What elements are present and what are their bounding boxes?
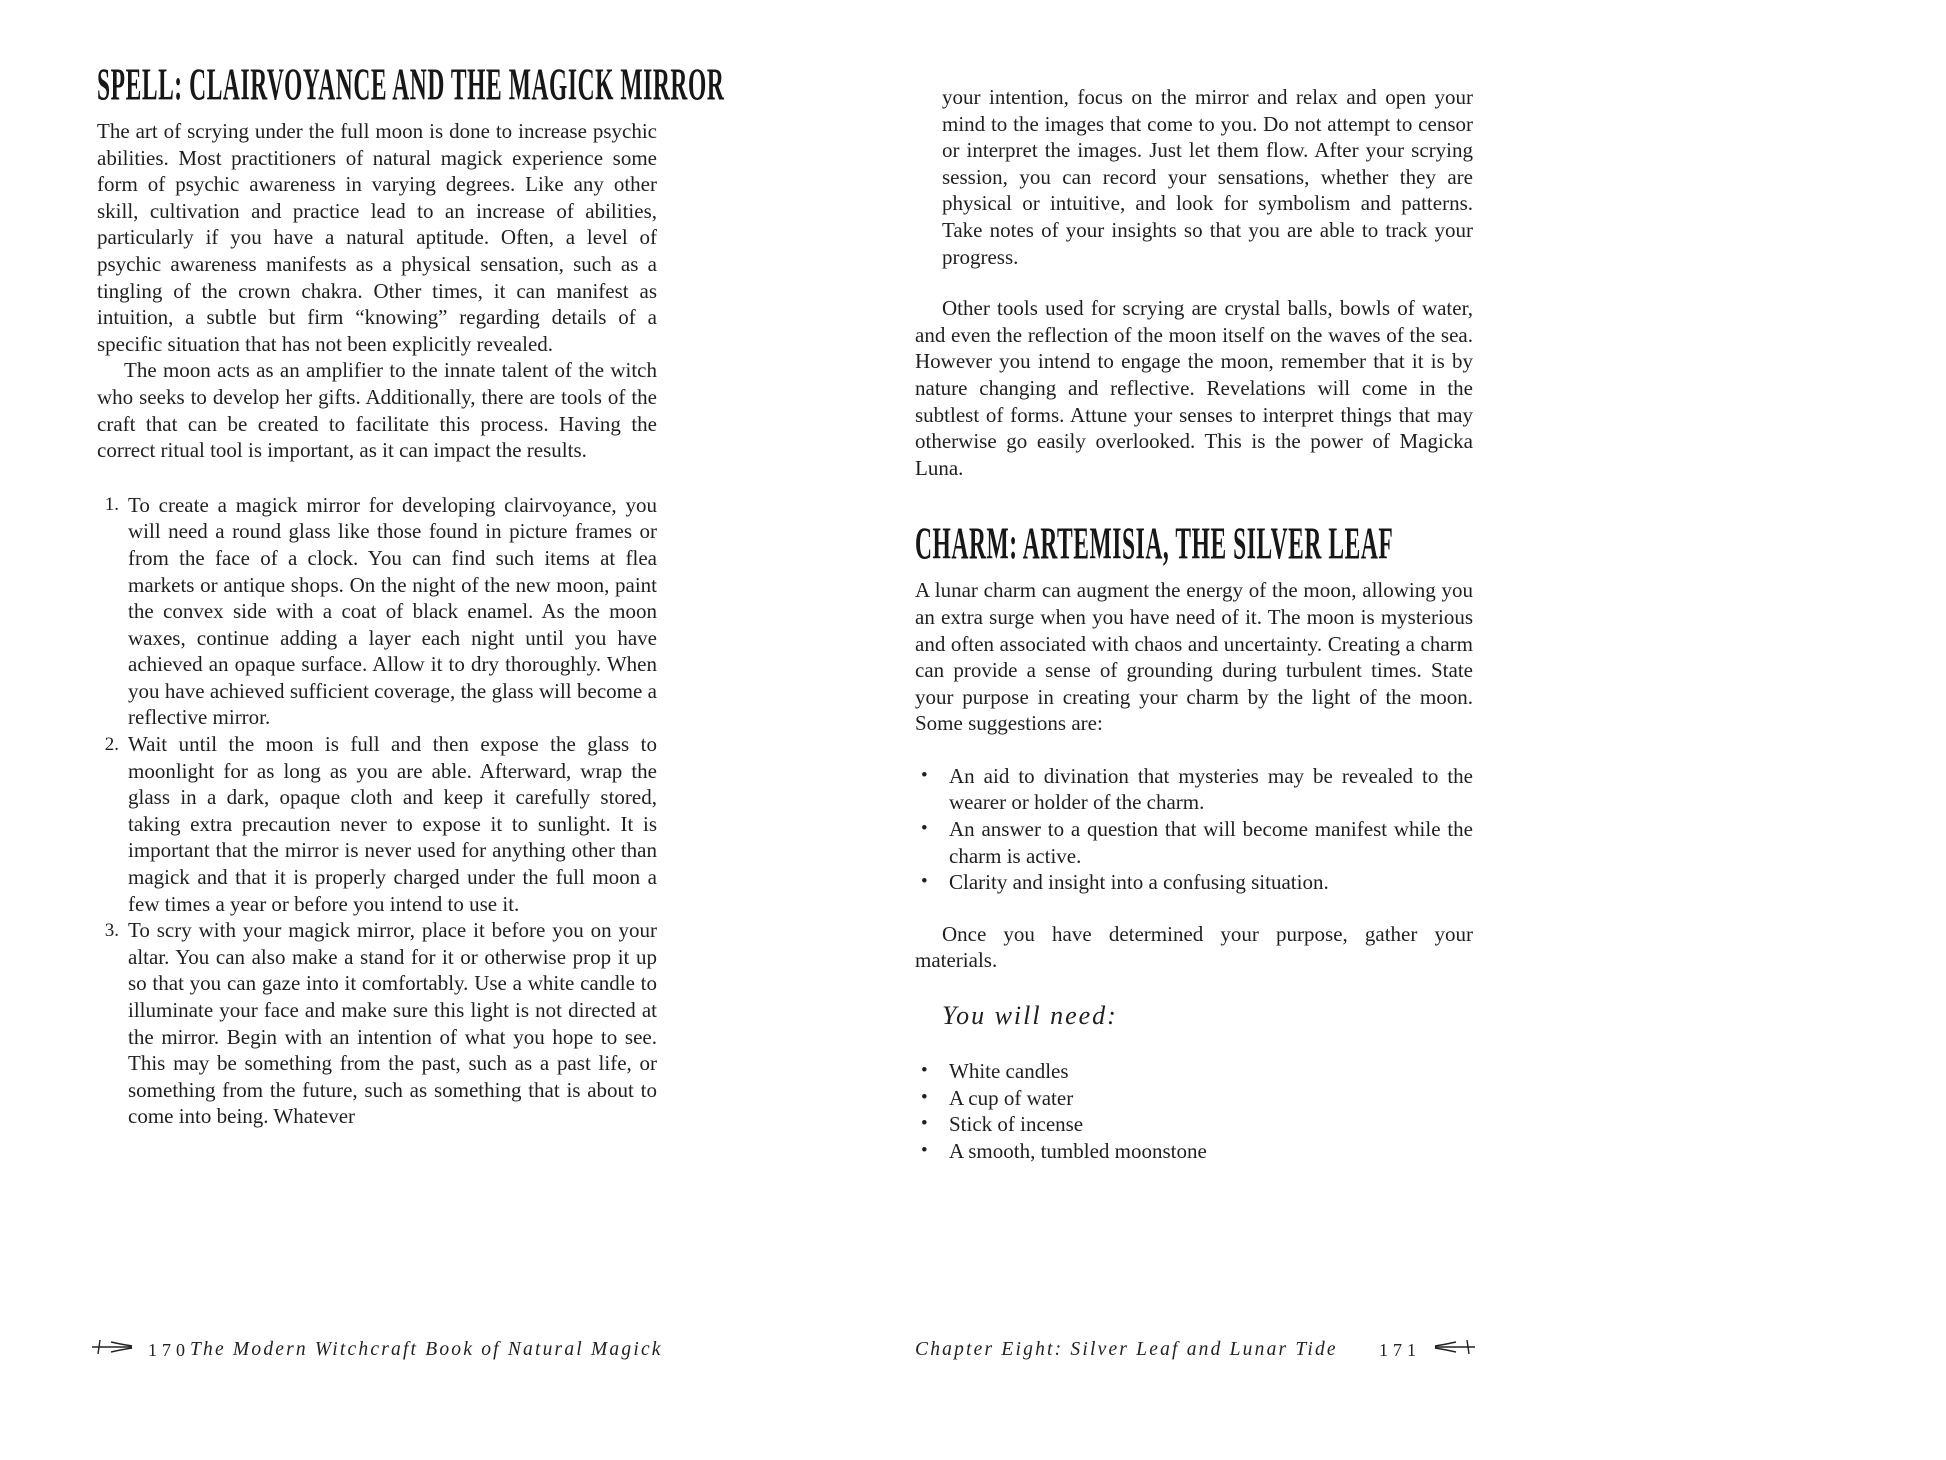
step-number: 2. — [104, 733, 119, 755]
bullet-icon: • — [921, 1060, 928, 1082]
fletched-arrow-left-icon — [90, 1336, 134, 1364]
list-item — [97, 492, 657, 731]
other-tools-paragraph: Other tools used for scrying are crystal balls, bowls of water, and even the reflection of the moon itself on the waves of the sea. However you intend to engage the moon, remember that it is by nature changing and reflective. Revelations will come in the subtlest of forms. Attune your senses to interpret things that may otherwise go easily overlooked. This is the power of Magicka Luna. — [915, 296, 1473, 480]
left-running-title: The Modern Witchcraft Book of Natural Magick — [190, 1339, 663, 1360]
list-item — [97, 917, 657, 1130]
scry-continuation-paragraph: your intention, focus on the mirror and relax and open your mind to the images that come to you. Do not attempt to censor or interpret the images. Just let them flow. After your scrying session, you can record your sensations, whether they are physical or intuitive, and look for symbolism and patterns. Take notes of your insights so that you are able to track your progress. — [942, 85, 1473, 269]
charm-heading: CHARM: ARTEMISIA, THE SILVER LEAF — [915, 519, 1394, 570]
step-text: To create a magick mirror for developing clairvoyance, you will need a round glass like those found in picture frames or from the face of a clock. You can find such items at flea markets or antique shops. On the night of the new moon, paint the convex side with a coat of black enamel. As the moon waxes, continue adding a layer each night until you have achieved an opaque surface. Allow it to dry thoroughly. When you have achieved sufficient coverage, the glass will become a reflective mirror. — [128, 492, 657, 730]
right-page — [915, 84, 1473, 1164]
bullet-text: White candles — [949, 1059, 1069, 1084]
list-item — [915, 1111, 1473, 1138]
step-number: 3. — [104, 919, 119, 941]
list-item — [915, 1058, 1473, 1085]
right-running-title: Chapter Eight: Silver Leaf and Lunar Tide — [915, 1339, 1338, 1360]
step-text: Wait until the moon is full and then expose the glass to moonlight for as long as you are able. Afterward, wrap the glass in a dark, opaque cloth and keep it carefully stored, taking extra precaution never to expose it to sunlight. It is important that the mirror is never used for anything other than magick and that it is properly charged under the full moon a few times a year or before you intend to use it. — [128, 732, 657, 916]
bullet-icon: • — [921, 871, 928, 893]
bullet-icon: • — [921, 1139, 928, 1161]
list-item — [915, 763, 1473, 816]
fletched-arrow-right-icon — [1433, 1336, 1477, 1364]
list-item — [915, 869, 1473, 896]
gather-materials-line: Once you have determined your purpose, gather your materials. — [915, 921, 1473, 973]
right-page-number: 171 — [1379, 1339, 1421, 1360]
right-page-heading-wrap — [915, 519, 1473, 570]
list-item — [915, 1085, 1473, 1112]
list-item — [97, 731, 657, 917]
list-item — [915, 1138, 1473, 1165]
bullet-text: Clarity and insight into a confusing situation. — [949, 870, 1329, 895]
step-text: To scry with your magick mirror, place it before you on your altar. You can also make a stand for it or otherwise prop it up so that you can gaze into it comfortably. Use a white candle to illuminate your face and make sure this light is not directed at the mirror. Begin with an intention of what you hope to see. This may be something from the past, such as a past life, or something from the future, such as something that is about to come into being. Whatever — [128, 918, 657, 1129]
materials-bullet-list — [915, 1058, 1473, 1164]
you-will-need-heading: You will need: — [942, 1001, 1118, 1031]
list-item — [915, 816, 1473, 869]
bullet-icon: • — [921, 1113, 928, 1135]
spell-heading: SPELL: CLAIRVOYANCE AND THE MAGICK MIRROR — [97, 60, 725, 111]
purpose-bullet-list — [915, 763, 1473, 896]
left-page-footer — [90, 1336, 663, 1364]
bullet-text: A cup of water — [949, 1085, 1074, 1110]
charm-intro-paragraph: A lunar charm can augment the energy of the moon, allowing you an extra surge when you have need of it. The moon is mysterious and often associated with chaos and uncertainty. Creating a charm can provide a sense of grounding during turbulent times. State your purpose in creating your charm by the light of the moon. Some suggestions are: — [915, 578, 1473, 736]
bullet-text: A smooth, tumbled moonstone — [949, 1138, 1207, 1163]
bullet-icon: • — [921, 818, 928, 840]
bullet-text: An aid to divination that mysteries may be revealed to the wearer or holder of the charm. — [949, 763, 1473, 815]
bullet-text: An answer to a question that will become manifest while the charm is active. — [949, 817, 1473, 868]
left-page — [97, 60, 725, 1130]
bullet-icon: • — [921, 764, 928, 786]
right-page-footer — [915, 1336, 1477, 1364]
spell-steps-list — [97, 492, 657, 1130]
spell-intro-paragraph: The art of scrying under the full moon is done to increase psychic abilities. Most practitioners of natural magick experience some form of psychic awareness in varying degrees. Like any other skill, cultivation and practice lead to an increase of abilities, particularly if you have a natural aptitude. Often, a level of psychic awareness manifests as a physical sensation, such as a tingling of the crown chakra. Other times, it can manifest as intuition, a subtle but firm “knowing” regarding details of a specific situation that has not been explicitly revealed. — [97, 119, 657, 356]
left-page-heading-wrap — [97, 60, 725, 111]
step-number: 1. — [104, 494, 119, 516]
bullet-text: Stick of incense — [949, 1112, 1084, 1137]
left-page-number: 170 — [148, 1339, 190, 1360]
bullet-icon: • — [921, 1086, 928, 1108]
spell-moon-paragraph: The moon acts as an amplifier to the innate talent of the witch who seeks to develop her gifts. Additionally, there are tools of the craft that can be created to facilitate this process. Having the correct ritual tool is important, as it can impact the results. — [97, 358, 657, 463]
